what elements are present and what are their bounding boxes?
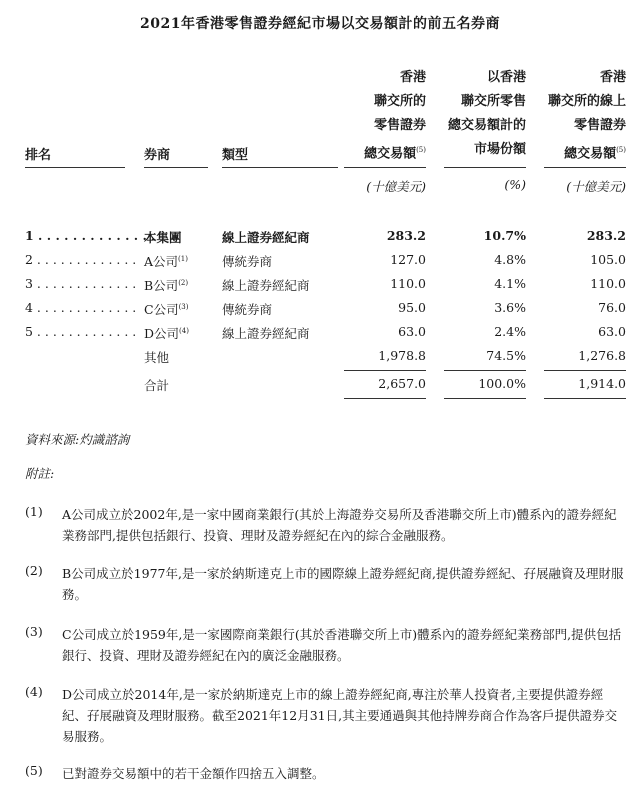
footnote-text: 已對證券交易額中的若干金額作四捨五入調整。 — [62, 766, 325, 781]
footnote-text: D公司成立於2014年,是一家於納斯達克上市的線上證券經紀商,專注於華人投資者,主要提供證券經紀、孖展融資及理財服務。截至2021年12月31日,其主要通過與其他持牌券商合作為客戶提供證券交易服務。 — [62, 687, 618, 744]
header-broker: 券商 — [144, 148, 171, 163]
row-volume: 283.2 — [386, 228, 426, 243]
table-row — [0, 276, 640, 298]
row-share: 74.5% — [486, 348, 526, 363]
rule-subtotal-col1 — [344, 370, 426, 371]
row-label: 其他 — [144, 350, 170, 365]
row-label: 合計 — [144, 378, 170, 393]
row-broker: C公司$^{(3)}$ — [144, 302, 189, 317]
row-share: 3.6% — [494, 300, 526, 315]
table-row — [0, 252, 640, 274]
rule-subtotal-col2 — [444, 370, 526, 371]
row-volume: 95.0 — [398, 300, 426, 315]
row-online-volume: 105.0 — [590, 252, 626, 267]
footnote-number: (3) — [25, 624, 43, 639]
row-share: 4.1% — [494, 276, 526, 291]
table-row-others — [0, 348, 640, 370]
source-note: 資料來源:灼識諮詢 — [25, 432, 130, 447]
row-type: 線上證券經紀商 — [222, 230, 310, 245]
header-col-market-share: 以香港 聯交所零售 總交易額計的 市場份額 — [447, 70, 526, 157]
row-volume: 110.0 — [390, 276, 426, 291]
unit-col1: (十億美元) — [366, 179, 426, 194]
header-col-online-volume: 香港 聯交所的線上 零售證券 總交易額$^{(5)}$ — [547, 70, 626, 162]
header-col-total-volume: 香港 聯交所的 零售證券 總交易額$^{(5)}$ — [364, 70, 426, 162]
footnote-number: (2) — [25, 563, 43, 578]
row-volume: 127.0 — [390, 252, 426, 267]
row-broker: D公司$^{(4)}$ — [144, 326, 189, 341]
row-online-volume: 1,276.8 — [578, 348, 626, 363]
row-rank: 3 . . . . . . . . . . . . . — [25, 276, 137, 291]
row-broker: 本集團 — [144, 230, 182, 245]
row-share: 2.4% — [494, 324, 526, 339]
footnote-text: C公司成立於1959年,是一家國際商業銀行(其於香港聯交所上市)體系內的證券經紀業務部門,提供包括銀行、投資、理財及證券經紀在內的廣泛金融服務。 — [62, 627, 622, 663]
rule-total-col2 — [444, 398, 526, 399]
row-type: 傳統券商 — [222, 302, 273, 317]
rule-rank — [25, 167, 125, 168]
rule-type — [222, 167, 338, 168]
row-rank: 1 . . . . . . . . . . . . . — [25, 228, 147, 243]
row-rank: 5 . . . . . . . . . . . . . — [25, 324, 137, 339]
row-volume: 2,657.0 — [378, 376, 426, 391]
footnote-number: (1) — [25, 504, 43, 519]
row-broker: A公司$^{(1)}$ — [144, 254, 188, 269]
rule-total-col1 — [344, 398, 426, 399]
row-type: 線上證券經紀商 — [222, 326, 310, 341]
rule-broker — [144, 167, 208, 168]
table-row — [0, 300, 640, 322]
row-online-volume: 1,914.0 — [578, 376, 626, 391]
rule-subtotal-col3 — [544, 370, 626, 371]
footnote-ref: (5) — [416, 146, 426, 154]
row-type: 傳統券商 — [222, 254, 273, 269]
row-online-volume: 283.2 — [586, 228, 626, 243]
row-volume: 1,978.8 — [378, 348, 426, 363]
rule-col3 — [544, 167, 626, 168]
row-rank: 4 . . . . . . . . . . . . . — [25, 300, 137, 315]
row-broker: B公司$^{(2)}$ — [144, 278, 189, 293]
row-online-volume: 76.0 — [598, 300, 626, 315]
row-share: 10.7% — [483, 228, 526, 243]
notes-label: 附註: — [25, 466, 55, 481]
table-row — [0, 324, 640, 346]
footnote-number: (5) — [25, 763, 43, 778]
unit-col3: (十億美元) — [566, 179, 626, 194]
row-share: 100.0% — [478, 376, 526, 391]
header-rank: 排名 — [25, 148, 52, 163]
rule-col1 — [344, 167, 426, 168]
footnote-number: (4) — [25, 684, 43, 699]
footnote-text: A公司成立於2002年,是一家中國商業銀行(其於上海證券交易所及香港聯交所上市)體系內的證券經紀業務部門,提供包括銀行、投資、理財及證券經紀在內的綜合金融服務。 — [62, 507, 617, 543]
row-share: 4.8% — [494, 252, 526, 267]
row-online-volume: 110.0 — [590, 276, 626, 291]
footnote-ref: (5) — [616, 146, 626, 154]
row-online-volume: 63.0 — [598, 324, 626, 339]
rule-total-col3 — [544, 398, 626, 399]
table-row-total — [0, 376, 640, 398]
unit-col2: (%) — [504, 177, 526, 192]
header-type: 類型 — [222, 148, 249, 163]
rule-col2 — [444, 167, 526, 168]
row-type: 線上證券經紀商 — [222, 278, 310, 293]
table-title: 2021年香港零售證券經紀市場以交易額計的前五名券商 — [140, 16, 500, 32]
row-volume: 63.0 — [398, 324, 426, 339]
row-rank: 2 . . . . . . . . . . . . . — [25, 252, 137, 267]
footnote-text: B公司成立於1977年,是一家於納斯達克上市的國際線上證券經紀商,提供證券經紀、孖展融資及理財服務。 — [62, 566, 624, 602]
table-row — [0, 228, 640, 250]
